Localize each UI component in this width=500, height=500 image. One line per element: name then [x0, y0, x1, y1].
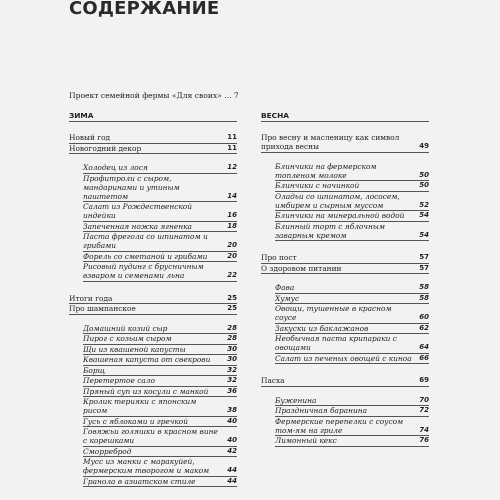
- toc-recipe-entry[interactable]: [275, 283, 429, 294]
- entry-title: Новый год: [69, 133, 111, 142]
- toc-recipe-entry[interactable]: [83, 334, 237, 345]
- entry-page-number: 30: [227, 344, 237, 353]
- entry-title: Мусс из манки с маракуйей, фермерским творогом и маком: [83, 457, 210, 475]
- entry-title: Новогодний декор: [69, 143, 142, 153]
- spacer: [261, 274, 429, 283]
- toc-recipe-entry[interactable]: [83, 397, 237, 417]
- entry-page-number: 74: [419, 425, 429, 434]
- spring-column: [261, 111, 429, 447]
- season-heading-winter: ЗИМА: [69, 111, 237, 122]
- entry-title: Сморреброд: [83, 446, 132, 456]
- entry-page-number: 64: [419, 343, 429, 351]
- entry-page-number: 14: [227, 191, 237, 200]
- entry-title: Домашний козий сыр: [83, 323, 168, 333]
- entry-page-number: 54: [419, 211, 429, 219]
- spacer: [69, 315, 237, 324]
- entry-page-number: 32: [227, 376, 237, 384]
- entry-page-number: 12: [227, 163, 237, 171]
- entry-page-number: 16: [227, 211, 237, 219]
- entry-title: Буженина: [275, 395, 317, 405]
- toc-recipe-entry[interactable]: [275, 294, 429, 305]
- entry-title: Закуски из баклажанов: [275, 323, 369, 333]
- entry-page-number: 58: [419, 293, 429, 302]
- toc-section-entry[interactable]: [261, 253, 429, 264]
- entry-title: Перетертое сало: [83, 376, 155, 385]
- entry-title: Блинчики на фермерском топленом молоке: [275, 161, 377, 180]
- toc-recipe-entry[interactable]: [83, 417, 237, 428]
- entry-page-number: 52: [419, 200, 429, 209]
- entry-page-number: 28: [227, 334, 237, 342]
- toc-section-entry[interactable]: [69, 304, 237, 315]
- toc-section-entry[interactable]: [69, 133, 237, 144]
- entry-title: Паста фрегола со шпинатом и грибами: [83, 232, 208, 250]
- entry-title: Пряный суп из косули с манкой: [83, 386, 209, 396]
- season-heading-spring: ВЕСНА: [261, 111, 429, 122]
- toc-recipe-entry[interactable]: [275, 354, 429, 365]
- entry-page-number: 25: [227, 293, 237, 302]
- intro-text: Проект семейной фермы «Для своих»: [69, 91, 222, 100]
- toc-recipe-entry[interactable]: [83, 457, 237, 477]
- entry-title: Салат из Рождественской индейки: [83, 202, 193, 220]
- entry-page-number: 58: [419, 283, 429, 291]
- entry-title: Кролик терияки с японским рисом: [83, 397, 197, 415]
- toc-recipe-entry[interactable]: [275, 436, 429, 447]
- entry-title: Лимонный кекс: [275, 436, 337, 445]
- entry-title: Про пост: [261, 253, 297, 262]
- toc-recipe-entry[interactable]: [83, 447, 237, 458]
- spacer: [261, 364, 429, 376]
- entry-title: Оладьи со шпинатом, лососем, имбирем и сырным муссом: [275, 191, 400, 210]
- entry-title: Гранола в азиатском стиле: [83, 476, 196, 486]
- toc-recipe-entry[interactable]: [83, 387, 237, 398]
- entry-page-number: 30: [227, 355, 237, 363]
- entry-page-number: 20: [227, 241, 237, 249]
- entry-page-number: 50: [419, 170, 429, 179]
- spacer: [261, 387, 429, 396]
- entry-title: Рисовый пудинг с брусничным взваром и семенами льна: [83, 262, 204, 280]
- entry-title: Гусь с яблоками и гречкой: [83, 416, 188, 426]
- toc-recipe-entry[interactable]: [83, 202, 237, 222]
- spring-entries: [261, 133, 429, 447]
- toc-recipe-entry[interactable]: [83, 427, 237, 447]
- toc-recipe-entry[interactable]: [275, 222, 429, 242]
- toc-recipe-entry[interactable]: [275, 406, 429, 417]
- toc-recipe-entry[interactable]: [275, 211, 429, 222]
- entry-title: Необычная паста крипараки с овощами: [275, 334, 397, 352]
- toc-recipe-entry[interactable]: [83, 376, 237, 387]
- entry-page-number: 57: [419, 263, 429, 272]
- entry-page-number: 76: [419, 436, 429, 444]
- intro-page: 7: [233, 91, 239, 100]
- entry-title: Итоги года: [69, 293, 113, 303]
- entry-page-number: 18: [227, 221, 237, 230]
- entry-title: Пасха: [261, 376, 285, 385]
- entry-title: Говяжьи голяшки в красном вине с корешками: [83, 427, 218, 445]
- entry-page-number: 25: [227, 304, 237, 312]
- toc-recipe-entry[interactable]: [83, 174, 237, 203]
- spacer: [69, 282, 237, 294]
- toc-recipe-entry[interactable]: [275, 192, 429, 212]
- entry-page-number: 28: [227, 323, 237, 332]
- entry-title: Щи из квашеной капусты: [83, 344, 186, 354]
- entry-page-number: 42: [227, 446, 237, 455]
- entry-page-number: 66: [419, 353, 429, 362]
- spacer: [261, 241, 429, 253]
- entry-page-number: 40: [227, 416, 237, 425]
- toc-recipe-entry[interactable]: [275, 417, 429, 437]
- entry-title: Салат из печеных овощей с киноа: [275, 353, 412, 363]
- entry-title: Пирог с козьим сыром: [83, 334, 172, 343]
- winter-entries: [69, 133, 237, 487]
- toc-section-entry[interactable]: [261, 376, 429, 387]
- entry-title: Запеченная ножка ягненка: [83, 221, 192, 231]
- toc-section-entry[interactable]: [261, 133, 429, 153]
- entry-title: Про шампанское: [69, 304, 136, 313]
- entry-page-number: 44: [227, 466, 237, 474]
- toc-recipe-entry[interactable]: [275, 396, 429, 407]
- toc-recipe-entry[interactable]: [83, 345, 237, 356]
- entry-page-number: 72: [419, 406, 429, 414]
- entry-page-number: 22: [227, 271, 237, 279]
- toc-recipe-entry[interactable]: [275, 162, 429, 182]
- entry-title: Блинчики с начинкой: [275, 181, 360, 190]
- entry-page-number: 36: [227, 386, 237, 395]
- toc-recipe-entry[interactable]: [83, 477, 237, 488]
- toc-recipe-entry[interactable]: [83, 163, 237, 174]
- entry-title: Про весну и масленицу как символ прихода весны: [261, 133, 400, 151]
- toc-recipe-entry[interactable]: [83, 262, 237, 282]
- entry-title: Праздничная баранина: [275, 406, 367, 415]
- entry-page-number: 44: [227, 476, 237, 485]
- intro-entry: Проект семейной фермы «Для своих» ... 7: [69, 91, 239, 100]
- entry-page-number: 20: [227, 251, 237, 260]
- entry-title: О здоровом питании: [261, 263, 342, 273]
- toc-recipe-entry[interactable]: [275, 304, 429, 324]
- entry-page-number: 50: [419, 181, 429, 189]
- toc-recipe-entry[interactable]: [83, 252, 237, 263]
- entry-page-number: 70: [419, 395, 429, 404]
- entry-page-number: 62: [419, 323, 429, 332]
- toc-section-entry[interactable]: [261, 264, 429, 275]
- winter-column: [69, 111, 237, 487]
- entry-page-number: 57: [419, 253, 429, 261]
- toc-recipe-entry[interactable]: [275, 334, 429, 354]
- entry-page-number: 32: [227, 365, 237, 374]
- spacer: [261, 153, 429, 162]
- entry-title: Фермерские перепелки с соусом том-ям на гриле: [275, 416, 404, 435]
- entry-page-number: 11: [227, 133, 237, 141]
- toc-recipe-entry[interactable]: [83, 222, 237, 233]
- toc-recipe-entry[interactable]: [83, 366, 237, 377]
- entry-page-number: 11: [227, 143, 237, 152]
- entry-title: Блинный торт с яблочным заварным кремом: [275, 221, 385, 240]
- entry-title: Холодец из лося: [83, 163, 148, 172]
- toc-section-entry[interactable]: [69, 294, 237, 305]
- page-title: СОДЕРЖАНИЕ: [69, 0, 220, 19]
- toc-recipe-entry[interactable]: [83, 355, 237, 366]
- entry-page-number: 60: [419, 313, 429, 321]
- toc-recipe-entry[interactable]: [275, 324, 429, 335]
- entry-title: Квашеная капуста от свекрови: [83, 355, 211, 364]
- entry-title: Фава: [275, 283, 295, 292]
- entry-page-number: 54: [419, 230, 429, 239]
- spacer: [69, 154, 237, 163]
- entry-page-number: 49: [419, 142, 429, 150]
- toc-recipe-entry[interactable]: [83, 232, 237, 252]
- entry-title: Борщ: [83, 365, 106, 375]
- toc-recipe-entry[interactable]: [275, 181, 429, 192]
- entry-title: Профитроли с сыром, мандаринами и утиным паштетом: [83, 173, 180, 201]
- entry-page-number: 40: [227, 436, 237, 444]
- entry-title: Форель со сметаной и грибами: [83, 251, 208, 261]
- toc-recipe-entry[interactable]: [83, 324, 237, 335]
- entry-title: Блинчики на минеральной водой: [275, 211, 405, 220]
- entry-title: Хумус: [275, 293, 300, 303]
- toc-section-entry[interactable]: [69, 144, 237, 155]
- entry-page-number: 69: [419, 376, 429, 384]
- entry-page-number: 38: [227, 406, 237, 414]
- entry-title: Овощи, тушенные в красном соусе: [275, 304, 392, 322]
